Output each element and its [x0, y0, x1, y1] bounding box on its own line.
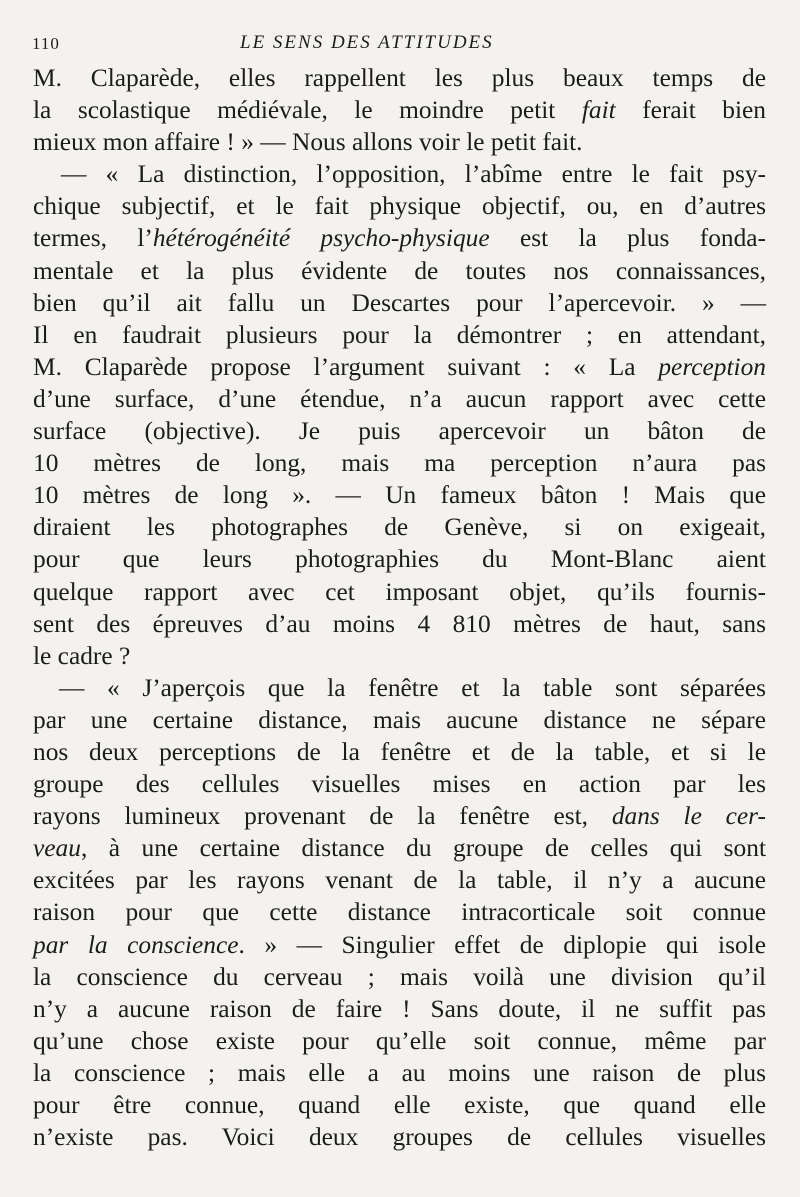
text-line	[33, 351, 766, 383]
text-run: surface (objective). Je puis apercevoir un bâton de	[33, 417, 766, 446]
page-number: 110	[32, 34, 60, 53]
text-run: — « J’aperçois que la fenêtre et la table sont séparées	[59, 673, 766, 702]
text-run: M. Claparède propose l’argument suivant : « La	[33, 352, 659, 381]
text-run: le cadre ?	[33, 641, 131, 670]
text-run: bien qu’il ait fallu un Descartes pour l’apercevoir. » —	[33, 288, 766, 317]
text-run: n’y a aucune raison de faire ! Sans doute, il ne suffit pas	[33, 994, 766, 1023]
text-line	[33, 961, 766, 993]
text-run: excitées par les rayons venant de la table, il n’y a aucune	[33, 866, 766, 895]
text-line	[33, 479, 766, 511]
italic-text: hétérogénéité psycho-physique	[152, 224, 490, 253]
italic-text: dans le cer-	[611, 802, 767, 831]
text-line	[33, 383, 766, 415]
text-line	[33, 1121, 766, 1153]
text-run: , à une certaine distance du groupe de celles qui sont	[80, 834, 766, 863]
text-line	[33, 864, 766, 896]
text-line	[33, 1089, 766, 1121]
text-run: raison pour que cette distance intracorticale soit connue	[33, 898, 766, 927]
italic-text: veau	[33, 834, 81, 863]
body-text	[33, 62, 766, 1153]
text-line	[33, 1057, 766, 1089]
text-line	[33, 929, 766, 961]
text-run: est la plus fonda-	[489, 224, 767, 253]
text-line	[33, 832, 766, 864]
text-line	[33, 222, 766, 254]
text-run: mentale et la plus évidente de toutes nos connaissances,	[33, 256, 766, 285]
text-run: pour être connue, quand elle existe, que quand elle	[33, 1091, 766, 1119]
text-line	[33, 800, 766, 832]
text-run: rayons lumineux provenant de la fenêtre est,	[33, 802, 612, 831]
text-run: M. Claparède, elles rappellent les plus beaux temps de	[33, 64, 766, 92]
text-run: 10 mètres de long ». — Un fameux bâton ! Mais que	[33, 481, 766, 510]
text-line	[33, 287, 766, 319]
text-line	[33, 511, 766, 543]
text-line	[33, 94, 766, 126]
text-run: qu’une chose existe pour qu’elle soit connue, même par	[33, 1026, 766, 1055]
text-run: n’existe pas. Voici deux groupes de cellules visuelles	[33, 1123, 766, 1152]
text-run: — « La distinction, l’opposition, l’abîme entre le fait psy-	[61, 160, 766, 189]
text-line	[33, 640, 766, 672]
text-line	[33, 62, 766, 94]
text-run: pour que leurs photographies du Mont-Blanc aient	[33, 545, 766, 574]
text-line	[33, 993, 766, 1025]
text-run: par une certaine distance, mais aucune distance ne sépare	[33, 705, 766, 734]
text-run: nos deux perceptions de la fenêtre et de la table, et si le	[33, 737, 766, 766]
text-line	[33, 543, 766, 575]
text-line	[33, 736, 766, 768]
text-run: . » — Singulier effet de diplopie qui isole	[238, 930, 766, 959]
text-run: quelque rapport avec cet imposant objet, qu’ils fournis-	[33, 577, 766, 606]
text-run: termes, l’	[33, 224, 153, 253]
text-run: d’une surface, d’une étendue, n’a aucun rapport avec cette	[33, 384, 766, 413]
text-line	[33, 126, 766, 158]
italic-text: par la conscience	[33, 930, 239, 959]
text-run: mieux mon affaire ! » — Nous allons voir le petit fait.	[33, 128, 583, 157]
text-run: Il en faudrait plusieurs pour la démontrer ; en attendant,	[33, 320, 766, 349]
text-line	[33, 447, 766, 479]
italic-text: fait	[581, 96, 616, 125]
text-line	[33, 768, 766, 800]
text-line	[33, 608, 766, 640]
text-line	[33, 704, 766, 736]
text-line	[33, 896, 766, 928]
text-run: sent des épreuves d’au moins 4 810 mètres de haut, sans	[33, 609, 766, 638]
text-line	[33, 190, 766, 222]
text-run: 10 mètres de long, mais ma perception n’aura pas	[33, 449, 766, 478]
page-header	[30, 30, 752, 56]
text-run: chique subjectif, et le fait physique objectif, ou, en d’autres	[33, 192, 766, 221]
text-run: la conscience du cerveau ; mais voilà une division qu’il	[33, 962, 766, 991]
text-run: ferait bien	[615, 96, 766, 125]
text-line	[33, 672, 766, 704]
text-line	[33, 1025, 766, 1057]
text-run: la conscience ; mais elle a au moins une raison de plus	[33, 1058, 766, 1087]
text-line	[33, 576, 766, 608]
text-run: la scolastique médiévale, le moindre petit	[33, 96, 582, 125]
text-line	[33, 158, 766, 190]
text-run: groupe des cellules visuelles mises en action par les	[33, 770, 766, 799]
text-run: diraient les photographes de Genève, si on exigeait,	[33, 513, 766, 542]
text-line	[33, 415, 766, 447]
text-line	[33, 255, 766, 287]
running-title: LE SENS DES ATTITUDES	[240, 32, 494, 53]
italic-text: perception	[658, 352, 766, 381]
text-line	[33, 319, 766, 351]
